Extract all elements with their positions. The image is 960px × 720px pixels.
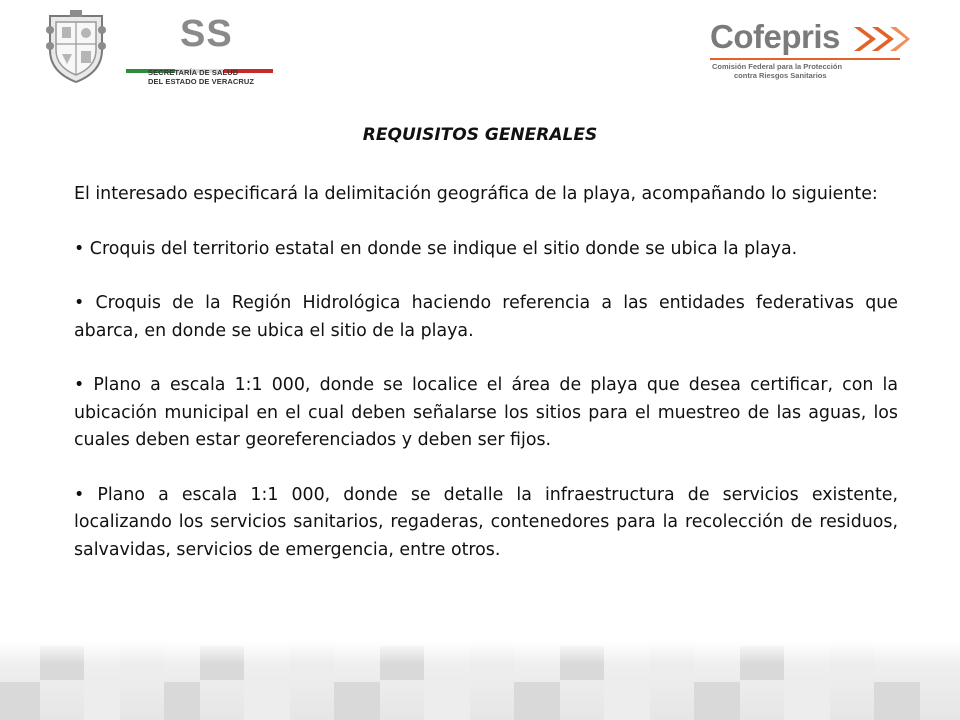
cofepris-logo xyxy=(710,18,910,93)
list-item: • Croquis de la Región Hidrológica haciendo referencia a las entidades federativas que abarca, en donde se ubica el sitio de la playa. xyxy=(74,290,898,345)
ss-subtitle-line2: DEL ESTADO DE VERACRUZ xyxy=(148,77,255,86)
secretaria-de-salud-logo xyxy=(44,10,280,88)
tricolor-stripe xyxy=(126,60,274,64)
state-coat-of-arms-icon xyxy=(44,10,108,84)
cofepris-subtitle xyxy=(712,62,892,80)
double-chevron-right-icon xyxy=(850,24,910,54)
document-body xyxy=(74,181,898,591)
cofepris-divider xyxy=(710,58,900,60)
cofepris-wordmark: Cofepris xyxy=(710,18,840,55)
cofepris-subtitle-line2: contra Riesgos Sanitarios xyxy=(734,71,827,80)
list-item: • Plano a escala 1:1 000, donde se localice el área de playa que desea certificar, con la ubicación municipal en el cual deben señalarse los sitios para el muestreo de las aguas, los cuales deben estar georeferenciados y deben ser fijos. xyxy=(74,372,898,455)
ss-acronym: SS xyxy=(180,13,233,55)
ss-wordmark xyxy=(126,12,276,88)
ss-subtitle xyxy=(148,68,278,86)
list-item: • Croquis del territorio estatal en donde se indique el sitio donde se ubica la playa. xyxy=(74,236,898,264)
footer-decoration xyxy=(0,640,960,720)
intro-paragraph: El interesado especificará la delimitación geográfica de la playa, acompañando lo siguiente: xyxy=(74,184,878,204)
cofepris-subtitle-line1: Comisión Federal para la Protección xyxy=(712,62,843,71)
ss-subtitle-line1: SECRETARÍA DE SALUD xyxy=(148,68,239,77)
page-title: REQUISITOS GENERALES xyxy=(362,125,598,145)
list-item: • Plano a escala 1:1 000, donde se detalle la infraestructura de servicios existente, localizando los servicios sanitarios, regaderas, contenedores para la recolección de residuos, salvavidas, servicios de emergencia, entre otros. xyxy=(74,482,898,565)
